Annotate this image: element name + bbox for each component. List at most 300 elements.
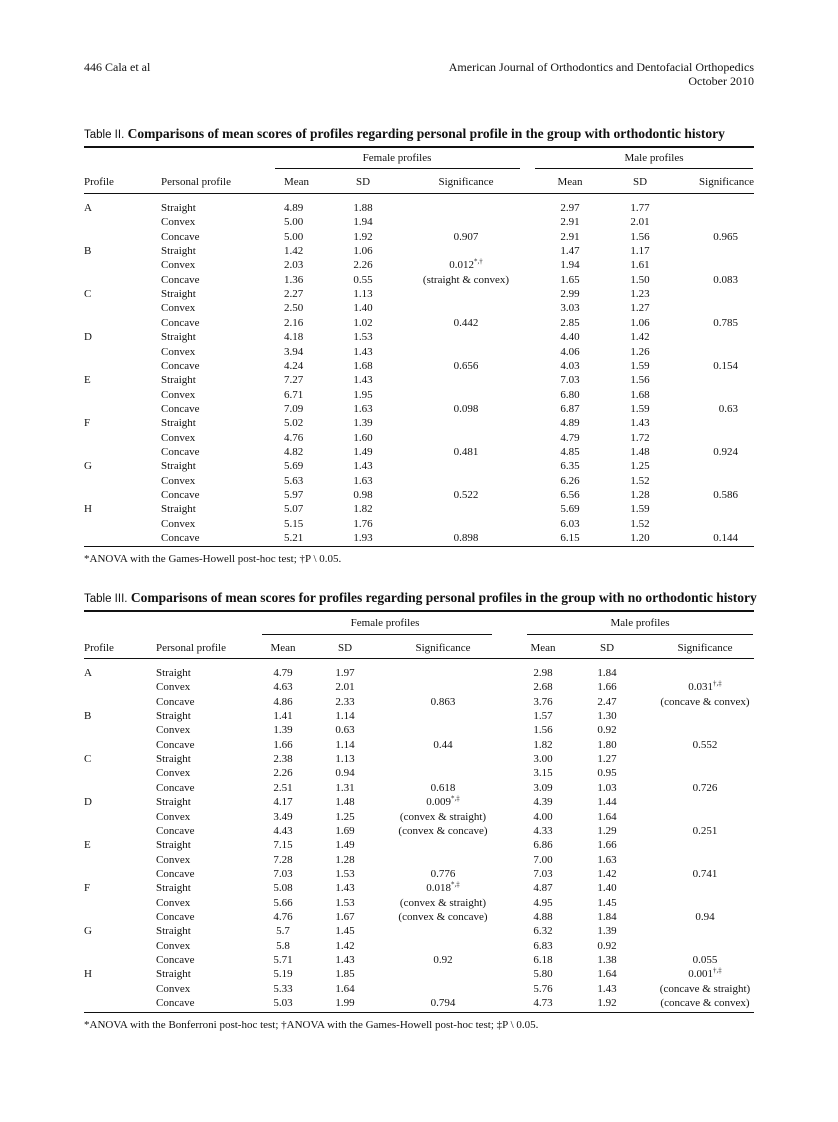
table3-cell-personal-profile: Concave bbox=[156, 738, 195, 751]
table2-cell-female-sd: 1.43 bbox=[353, 345, 373, 358]
table3-cell-female-mean: 5.33 bbox=[273, 982, 293, 995]
table3-cell-male-mean: 6.86 bbox=[533, 839, 553, 852]
table2-cell-personal-profile: Straight bbox=[161, 417, 196, 430]
table3-cell-personal-profile: Concave bbox=[156, 695, 195, 708]
table3-cell-female-sd: 1.25 bbox=[335, 810, 355, 823]
table2-cell-male-sd: 2.01 bbox=[630, 216, 650, 229]
table2-header-male-sd: SD bbox=[632, 176, 648, 188]
table3-cell-male-sd: 1.40 bbox=[597, 882, 617, 895]
table2-cell-profile: B bbox=[84, 245, 92, 258]
table3-cell-male-mean: 1.82 bbox=[533, 738, 553, 751]
table3-cell-male-mean: 6.83 bbox=[533, 939, 553, 952]
table3-cell-female-sd: 1.49 bbox=[335, 839, 355, 852]
table3-cell-male-mean: 3.00 bbox=[533, 753, 553, 766]
table3-cell-female-significance: 0.44 bbox=[433, 738, 453, 751]
table2-cell-female-sd: 1.94 bbox=[353, 216, 373, 229]
table3-cell-profile: E bbox=[84, 839, 91, 852]
table2-cell-male-mean: 6.56 bbox=[560, 489, 580, 501]
journal-title: American Journal of Orthodontics and Dentofacial Orthopedics bbox=[448, 60, 754, 74]
table2-cell-personal-profile: Convex bbox=[161, 345, 196, 358]
table3-cell-personal-profile: Convex bbox=[156, 810, 191, 823]
table2-cell-male-sd: 1.48 bbox=[630, 445, 650, 458]
table3-cell-male-mean: 4.95 bbox=[533, 896, 553, 909]
table3-cell-female-sd: 1.14 bbox=[335, 710, 355, 723]
table2-cell-male-sd: 1.59 bbox=[630, 503, 650, 516]
table2-label: Table II. bbox=[84, 129, 125, 141]
table3-footnote: *ANOVA with the Bonferroni post-hoc test; †ANOVA with the Games-Howell post-hoc test; ‡P \ 0.05. bbox=[84, 1019, 539, 1031]
table3-cell-personal-profile: Straight bbox=[156, 710, 191, 723]
table3-group-male: Male profiles bbox=[610, 617, 670, 629]
table2-cell-male-sd: 1.06 bbox=[630, 316, 650, 329]
table2-cell-male-sd: 1.59 bbox=[630, 359, 650, 372]
table2-female-rule bbox=[275, 168, 520, 169]
table2-cell-personal-profile: Concave bbox=[161, 316, 200, 329]
table3-cell-female-sd: 1.99 bbox=[335, 997, 355, 1010]
table2-cell-male-significance: 0.154 bbox=[713, 359, 738, 372]
table2-cell-male-mean: 1.65 bbox=[560, 273, 580, 286]
table3-cell-female-mean: 4.79 bbox=[273, 667, 293, 679]
table3-cell-female-significance: 0.009*,‡ bbox=[426, 794, 460, 809]
table3-cell-male-sd: 1.45 bbox=[597, 896, 617, 909]
table3-header-male-mean: Mean bbox=[530, 642, 556, 654]
table3-cell-personal-profile: Straight bbox=[156, 882, 191, 895]
table2-cell-female-sd: 1.68 bbox=[353, 359, 373, 372]
table3-cell-personal-profile: Straight bbox=[156, 968, 191, 981]
table3-cell-female-significance: 0.018*,‡ bbox=[426, 880, 460, 895]
table2-cell-female-sd: 1.13 bbox=[353, 288, 373, 301]
table3-cell-personal-profile: Concave bbox=[156, 867, 195, 880]
table2-cell-male-significance: 0.785 bbox=[713, 316, 738, 329]
table2-cell-personal-profile: Convex bbox=[161, 474, 196, 487]
table2-cell-male-mean: 4.85 bbox=[560, 445, 580, 458]
table3-cell-female-mean: 7.28 bbox=[273, 853, 293, 866]
table3-cell-male-sd: 1.30 bbox=[597, 710, 617, 723]
table2-cell-male-sd: 1.72 bbox=[630, 431, 650, 444]
table2-cell-female-mean: 4.89 bbox=[284, 202, 304, 214]
table2-cell-male-mean: 5.69 bbox=[560, 503, 580, 516]
table3-cell-male-significance: (concave & convex) bbox=[660, 695, 750, 708]
table3-cell-male-mean: 3.09 bbox=[533, 781, 553, 794]
table3-cell-female-mean: 1.39 bbox=[273, 724, 293, 737]
table2-cell-female-significance: (straight & convex) bbox=[422, 273, 510, 286]
table2-cell-male-mean: 4.03 bbox=[560, 359, 580, 372]
table2-cell-male-mean: 6.87 bbox=[560, 402, 580, 415]
table3-cell-female-sd: 1.43 bbox=[335, 954, 355, 966]
table2-cell-profile: G bbox=[84, 460, 92, 473]
table3-cell-female-sd: 1.48 bbox=[335, 796, 355, 809]
table2-header-personal-profile: Personal profile bbox=[161, 176, 231, 188]
table2-cell-female-sd: 1.95 bbox=[353, 388, 373, 401]
table2-cell-female-sd: 1.02 bbox=[353, 316, 373, 329]
table2-cell-male-mean: 2.91 bbox=[560, 216, 580, 229]
table2-cell-female-mean: 2.27 bbox=[284, 288, 304, 301]
table3-cell-male-sd: 1.39 bbox=[597, 925, 617, 938]
table3-cell-male-sd: 1.38 bbox=[597, 954, 617, 966]
table3-cell-profile: A bbox=[84, 667, 92, 679]
table3-header-female-significance: Significance bbox=[415, 642, 471, 654]
table2-cell-female-sd: 1.63 bbox=[353, 474, 373, 487]
table3-cell-personal-profile: Convex bbox=[156, 896, 191, 909]
table3-cell-female-mean: 2.26 bbox=[273, 767, 293, 780]
table3-cell-male-mean: 4.73 bbox=[533, 997, 553, 1010]
table2-header-female-sd: SD bbox=[355, 176, 371, 188]
table2-cell-personal-profile: Straight bbox=[161, 202, 196, 214]
table3-cell-female-sd: 2.33 bbox=[335, 695, 355, 708]
table3-cell-personal-profile: Concave bbox=[156, 910, 195, 923]
table2-cell-personal-profile: Convex bbox=[161, 302, 196, 315]
table2-header-profile: Profile bbox=[84, 176, 114, 188]
table2-cell-male-mean: 1.94 bbox=[560, 259, 580, 272]
table2-cell-female-mean: 4.82 bbox=[284, 445, 304, 458]
table2-cell-female-significance: 0.481 bbox=[453, 445, 479, 458]
table2-cell-female-mean: 5.15 bbox=[284, 517, 304, 530]
table3-cell-female-mean: 2.38 bbox=[273, 753, 293, 766]
table3-cell-male-significance: 0.741 bbox=[692, 867, 718, 880]
table2-bottom-rule bbox=[84, 546, 754, 547]
table3-cell-female-mean: 7.15 bbox=[273, 839, 293, 852]
table3-cell-female-mean: 5.8 bbox=[276, 939, 290, 952]
table2-cell-male-sd: 1.17 bbox=[630, 245, 650, 258]
table2-cell-personal-profile: Straight bbox=[161, 503, 196, 516]
table2-group-male: Male profiles bbox=[624, 152, 684, 164]
table2-cell-male-mean: 2.85 bbox=[560, 316, 580, 329]
table3-cell-female-mean: 4.76 bbox=[273, 910, 293, 923]
table2-cell-female-sd: 1.49 bbox=[353, 445, 373, 458]
table3-cell-male-sd: 0.95 bbox=[597, 767, 617, 780]
table2-cell-female-mean: 2.50 bbox=[284, 302, 304, 315]
table3-header-female-mean: Mean bbox=[270, 642, 296, 654]
table2-cell-personal-profile: Straight bbox=[161, 460, 196, 473]
table3-cell-female-sd: 1.67 bbox=[335, 910, 355, 923]
table3-cell-female-mean: 5.08 bbox=[273, 882, 293, 895]
table2-cell-male-sd: 1.43 bbox=[630, 417, 650, 430]
table2-cell-male-sd: 1.42 bbox=[630, 331, 650, 344]
table2-cell-female-significance: 0.907 bbox=[453, 230, 479, 243]
table2-cell-personal-profile: Straight bbox=[161, 331, 196, 344]
table2-cell-female-sd: 1.06 bbox=[353, 245, 373, 258]
table3-cell-female-sd: 1.53 bbox=[335, 867, 355, 880]
table2-cell-male-mean: 2.99 bbox=[560, 288, 580, 301]
table3-cell-female-significance: (convex & concave) bbox=[398, 824, 488, 837]
table3-cell-female-mean: 4.43 bbox=[273, 824, 293, 837]
table3-cell-personal-profile: Convex bbox=[156, 681, 191, 694]
table2-cell-male-mean: 4.06 bbox=[560, 345, 580, 358]
table3-cell-female-mean: 7.03 bbox=[273, 867, 293, 880]
table3-cell-male-mean: 1.57 bbox=[533, 710, 553, 723]
table3-cell-female-significance: 0.776 bbox=[430, 867, 456, 880]
table3-header-female-sd: SD bbox=[337, 642, 353, 654]
table3-cell-female-mean: 4.63 bbox=[273, 681, 293, 694]
table2-cell-female-sd: 1.43 bbox=[353, 460, 373, 473]
table3-cell-male-mean: 4.88 bbox=[533, 910, 553, 923]
table3-cell-female-mean: 5.03 bbox=[273, 997, 293, 1010]
table2-cell-male-significance: 0.144 bbox=[713, 532, 738, 545]
table3-cell-female-mean: 4.17 bbox=[273, 796, 293, 809]
table3-cell-male-mean: 2.68 bbox=[533, 681, 553, 694]
table3-cell-male-significance: 0.251 bbox=[692, 824, 718, 837]
table3-cell-male-sd: 2.47 bbox=[597, 695, 617, 708]
table3-cell-female-significance: 0.92 bbox=[433, 954, 453, 966]
table3-cell-female-sd: 1.31 bbox=[335, 781, 355, 794]
table3-cell-profile: D bbox=[84, 796, 92, 809]
table2-cell-female-mean: 7.27 bbox=[284, 374, 304, 387]
table3-cell-female-mean: 5.66 bbox=[273, 896, 293, 909]
table2-cell-male-sd: 1.68 bbox=[630, 388, 650, 401]
table2-male-rule bbox=[535, 168, 753, 169]
table2-cell-female-sd: 1.82 bbox=[353, 503, 373, 516]
table3-cell-profile: F bbox=[84, 882, 91, 895]
table2-cell-male-mean: 1.47 bbox=[560, 245, 580, 258]
table3-cell-male-sd: 1.66 bbox=[597, 681, 617, 694]
table2-cell-personal-profile: Straight bbox=[161, 374, 196, 387]
table2-cell-female-significance: 0.012*,† bbox=[449, 257, 483, 272]
table3-cell-female-significance: (convex & concave) bbox=[398, 910, 488, 923]
table3-cell-male-mean: 5.76 bbox=[533, 982, 553, 995]
table3-cell-female-sd: 2.01 bbox=[335, 681, 355, 694]
table3-cell-female-sd: 0.94 bbox=[335, 767, 355, 780]
table2-cell-male-mean: 3.03 bbox=[560, 302, 580, 315]
table2-cell-female-sd: 2.26 bbox=[353, 259, 373, 272]
table3-cell-male-mean: 3.15 bbox=[533, 767, 553, 780]
table3-cell-female-sd: 1.53 bbox=[335, 896, 355, 909]
issue-date: October 2010 bbox=[688, 74, 754, 88]
table3-cell-male-significance: 0.726 bbox=[692, 781, 718, 794]
table2-cell-male-significance: 0.083 bbox=[713, 273, 738, 286]
table2-cell-personal-profile: Convex bbox=[161, 259, 196, 272]
table3-group-female: Female profiles bbox=[350, 617, 420, 629]
table2-cell-male-sd: 1.28 bbox=[630, 489, 650, 501]
table2-cell-female-significance: 0.098 bbox=[453, 402, 479, 415]
table2-cell-male-mean: 7.03 bbox=[560, 374, 580, 387]
table2-cell-female-sd: 1.60 bbox=[353, 431, 373, 444]
table3-label: Table III. bbox=[84, 593, 128, 605]
table3-cell-female-mean: 5.71 bbox=[273, 954, 293, 966]
table3-cell-male-significance: 0.001†,‡ bbox=[688, 966, 722, 981]
table2-title: Comparisons of mean scores of profiles regarding personal profile in the group with orthodontic history bbox=[127, 126, 725, 141]
table3-cell-female-significance: (convex & straight) bbox=[399, 896, 487, 909]
table2-cell-female-sd: 1.40 bbox=[353, 302, 373, 315]
table3-cell-male-significance: 0.552 bbox=[692, 738, 718, 751]
table3-cell-male-significance: 0.055 bbox=[692, 954, 718, 966]
table3-cell-personal-profile: Convex bbox=[156, 982, 191, 995]
table2-cell-female-sd: 1.92 bbox=[353, 230, 373, 243]
table2-cell-male-significance: 0.965 bbox=[713, 230, 738, 243]
table2-cell-male-sd: 1.61 bbox=[630, 259, 650, 272]
table2-cell-male-mean: 6.35 bbox=[560, 460, 580, 473]
table3-header-male-significance: Significance bbox=[677, 642, 733, 654]
table3-cell-female-significance: 0.794 bbox=[430, 997, 456, 1010]
table2-cell-male-sd: 1.50 bbox=[630, 273, 650, 286]
table3-cell-male-sd: 1.66 bbox=[597, 839, 617, 852]
table2-cell-profile: F bbox=[84, 417, 91, 430]
table3-title: Comparisons of mean scores for profiles regarding personal profiles in the group with no orthodontic history bbox=[130, 590, 757, 605]
table2-cell-personal-profile: Concave bbox=[161, 273, 200, 286]
table3-cell-profile: H bbox=[84, 968, 92, 981]
table3-cell-male-sd: 1.64 bbox=[597, 968, 617, 981]
table2-cell-male-mean: 6.15 bbox=[560, 532, 580, 545]
table2-cell-male-mean: 4.79 bbox=[560, 431, 580, 444]
table2-cell-profile: H bbox=[84, 503, 92, 516]
table3-cell-personal-profile: Concave bbox=[156, 781, 195, 794]
table2-cell-female-mean: 4.76 bbox=[284, 431, 304, 444]
table3-header-personal-profile: Personal profile bbox=[156, 642, 226, 654]
table2-cell-personal-profile: Convex bbox=[161, 431, 196, 444]
table2-header-rule bbox=[84, 193, 754, 194]
table3-cell-male-significance: (concave & convex) bbox=[660, 997, 750, 1010]
table2-cell-male-significance: 0.63 bbox=[718, 402, 738, 415]
table3-cell-female-sd: 1.64 bbox=[335, 982, 355, 995]
table2-cell-female-mean: 2.16 bbox=[284, 316, 304, 329]
table3-cell-female-sd: 1.45 bbox=[335, 925, 355, 938]
table2-header-male-significance: Significance bbox=[699, 176, 754, 188]
table3-cell-female-significance: 0.863 bbox=[430, 695, 456, 708]
table3-cell-male-mean: 2.98 bbox=[533, 667, 553, 679]
table2-footnote: *ANOVA with the Games-Howell post-hoc test; †P \ 0.05. bbox=[84, 553, 342, 565]
table2-cell-male-sd: 1.25 bbox=[630, 460, 650, 473]
table2-cell-male-mean: 4.89 bbox=[560, 417, 580, 430]
table2-cell-personal-profile: Convex bbox=[161, 216, 196, 229]
table3-caption bbox=[84, 590, 757, 606]
table2-cell-female-sd: 0.55 bbox=[353, 273, 373, 286]
table2-header-female-mean: Mean bbox=[284, 176, 310, 188]
table3-cell-male-mean: 5.80 bbox=[533, 968, 553, 981]
table2-cell-female-mean: 2.03 bbox=[284, 259, 304, 272]
table3-cell-personal-profile: Straight bbox=[156, 925, 191, 938]
table2-cell-personal-profile: Concave bbox=[161, 402, 200, 415]
journal-header bbox=[449, 60, 754, 88]
table3-cell-female-sd: 1.85 bbox=[335, 968, 355, 981]
table2-cell-female-mean: 7.09 bbox=[284, 402, 304, 415]
table2-cell-female-mean: 5.63 bbox=[284, 474, 304, 487]
table2-cell-female-mean: 5.00 bbox=[284, 216, 304, 229]
table3-cell-male-mean: 3.76 bbox=[533, 695, 553, 708]
table2-cell-personal-profile: Convex bbox=[161, 388, 196, 401]
table3-cell-male-mean: 4.33 bbox=[533, 824, 553, 837]
table3-cell-personal-profile: Convex bbox=[156, 767, 191, 780]
table2-cell-female-mean: 5.02 bbox=[284, 417, 304, 430]
table3-cell-female-significance: (convex & straight) bbox=[399, 810, 487, 823]
table3-cell-personal-profile: Concave bbox=[156, 824, 195, 837]
table3-cell-profile: C bbox=[84, 753, 92, 766]
table3-cell-male-sd: 1.84 bbox=[597, 667, 617, 679]
table3-cell-male-significance: 0.031†,‡ bbox=[688, 679, 722, 694]
table3-top-rule bbox=[84, 610, 754, 612]
table3-cell-male-mean: 6.18 bbox=[533, 954, 553, 966]
table2-cell-female-sd: 1.63 bbox=[353, 402, 373, 415]
table2-cell-female-sd: 1.88 bbox=[353, 202, 373, 214]
table3-cell-female-sd: 1.97 bbox=[335, 667, 355, 679]
table3-cell-profile: G bbox=[84, 925, 92, 938]
table2-cell-personal-profile: Concave bbox=[161, 532, 200, 545]
table2-cell-personal-profile: Straight bbox=[161, 288, 196, 301]
table3-cell-personal-profile: Straight bbox=[156, 796, 191, 809]
table2-cell-female-sd: 1.53 bbox=[353, 331, 373, 344]
table3-header-male-sd: SD bbox=[599, 642, 615, 654]
table3-cell-female-mean: 1.66 bbox=[273, 738, 293, 751]
page-number-author: 446 Cala et al bbox=[84, 60, 151, 74]
table3-cell-male-sd: 0.92 bbox=[597, 939, 617, 952]
table3-cell-personal-profile: Concave bbox=[156, 997, 195, 1010]
table2-cell-male-significance: 0.924 bbox=[713, 445, 738, 458]
table2-cell-male-sd: 1.23 bbox=[630, 288, 650, 301]
table3-cell-personal-profile: Straight bbox=[156, 667, 191, 679]
table2-cell-personal-profile: Concave bbox=[161, 489, 200, 501]
table2-cell-female-significance: 0.898 bbox=[453, 532, 479, 545]
table3-cell-male-mean: 1.56 bbox=[533, 724, 553, 737]
table2-cell-female-mean: 4.24 bbox=[284, 359, 304, 372]
table3-cell-male-sd: 1.42 bbox=[597, 867, 617, 880]
table2-cell-profile: D bbox=[84, 331, 92, 344]
table2-cell-female-significance: 0.656 bbox=[453, 359, 479, 372]
table2-cell-profile: E bbox=[84, 374, 91, 387]
table3-cell-male-mean: 7.03 bbox=[533, 867, 553, 880]
table3-cell-male-mean: 4.39 bbox=[533, 796, 553, 809]
table2-cell-male-mean: 4.40 bbox=[560, 331, 580, 344]
table3-cell-female-mean: 2.51 bbox=[273, 781, 293, 794]
table2-cell-male-mean: 2.97 bbox=[560, 202, 580, 214]
table2-cell-male-sd: 1.27 bbox=[630, 302, 650, 315]
table3-female-rule bbox=[262, 634, 492, 635]
table3-cell-female-sd: 0.63 bbox=[335, 724, 355, 737]
table2-cell-personal-profile: Concave bbox=[161, 230, 200, 243]
table3-cell-male-mean: 4.87 bbox=[533, 882, 553, 895]
table3-cell-male-significance: (concave & straight) bbox=[659, 982, 751, 995]
table3-cell-female-mean: 5.7 bbox=[276, 925, 290, 938]
table2-cell-female-mean: 5.97 bbox=[284, 489, 304, 501]
table3-cell-male-mean: 6.32 bbox=[533, 925, 553, 938]
table2-top-rule bbox=[84, 146, 754, 148]
table3-cell-personal-profile: Straight bbox=[156, 753, 191, 766]
table3-cell-male-sd: 1.63 bbox=[597, 853, 617, 866]
table3-cell-male-sd: 0.92 bbox=[597, 724, 617, 737]
table2-cell-male-sd: 1.59 bbox=[630, 402, 650, 415]
table3-bottom-rule bbox=[84, 1012, 754, 1013]
table2-cell-female-sd: 1.93 bbox=[353, 532, 373, 545]
table2-cell-female-significance: 0.522 bbox=[453, 489, 479, 501]
table3-header-profile: Profile bbox=[84, 642, 114, 654]
table2-cell-male-sd: 1.52 bbox=[630, 474, 650, 487]
table2-cell-female-mean: 5.69 bbox=[284, 460, 304, 473]
table3-male-rule bbox=[527, 634, 753, 635]
table2-cell-personal-profile: Concave bbox=[161, 445, 200, 458]
table3-cell-female-sd: 1.14 bbox=[335, 738, 355, 751]
table3-cell-male-sd: 1.44 bbox=[597, 796, 617, 809]
table2-header-male-mean: Mean bbox=[557, 176, 583, 188]
table2-cell-personal-profile: Straight bbox=[161, 245, 196, 258]
table2-cell-male-significance: 0.586 bbox=[713, 489, 738, 501]
table2-cell-female-sd: 1.39 bbox=[353, 417, 373, 430]
table3-cell-male-sd: 1.29 bbox=[597, 824, 617, 837]
table3-cell-personal-profile: Convex bbox=[156, 853, 191, 866]
table2-cell-personal-profile: Convex bbox=[161, 517, 196, 530]
table3-cell-female-mean: 4.86 bbox=[273, 695, 293, 708]
table2-caption bbox=[84, 126, 754, 142]
table3-cell-female-mean: 3.49 bbox=[273, 810, 293, 823]
table3-cell-male-sd: 1.64 bbox=[597, 810, 617, 823]
table3-cell-personal-profile: Concave bbox=[156, 954, 195, 966]
table2-cell-personal-profile: Concave bbox=[161, 359, 200, 372]
table3-cell-male-mean: 4.00 bbox=[533, 810, 553, 823]
table2-cell-male-mean: 6.80 bbox=[560, 388, 580, 401]
table2-cell-female-significance: 0.442 bbox=[453, 316, 479, 329]
table3-cell-female-sd: 1.28 bbox=[335, 853, 355, 866]
table2-cell-female-mean: 3.94 bbox=[284, 345, 304, 358]
table2-cell-male-sd: 1.20 bbox=[630, 532, 650, 545]
table2-cell-profile: A bbox=[84, 202, 92, 214]
table2-cell-male-sd: 1.56 bbox=[630, 374, 650, 387]
table2-cell-female-sd: 1.43 bbox=[353, 374, 373, 387]
table3-cell-personal-profile: Straight bbox=[156, 839, 191, 852]
